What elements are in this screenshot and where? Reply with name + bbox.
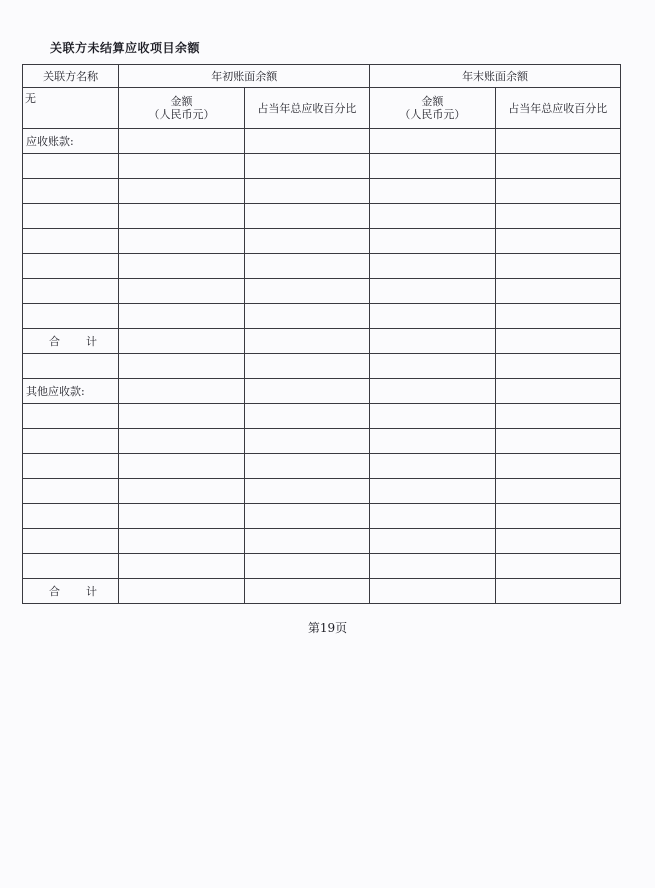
table-cell: [244, 304, 369, 329]
table-cell: [495, 354, 620, 379]
table-cell: [119, 454, 244, 479]
total-row-other-receivables: [23, 579, 621, 604]
total-label: [23, 579, 119, 604]
table-cell: [119, 329, 244, 354]
table-cell: [119, 179, 244, 204]
table-cell: [370, 354, 495, 379]
table-row: [23, 304, 621, 329]
table-cell: [495, 454, 620, 479]
subheader-row: [23, 88, 621, 129]
table-cell: [495, 579, 620, 604]
total-label-left: 合: [49, 335, 60, 348]
table-row: [23, 154, 621, 179]
amount-unit-label: （人民币元）: [399, 108, 466, 121]
total-label: [23, 329, 119, 354]
table-cell: [23, 454, 119, 479]
table-cell: [370, 304, 495, 329]
table-cell: [244, 154, 369, 179]
table-row: [23, 529, 621, 554]
table-cell: [23, 179, 119, 204]
table-row: [23, 554, 621, 579]
table-cell: [119, 479, 244, 504]
subheader-opening-amount: [119, 88, 244, 129]
table-cell: [119, 229, 244, 254]
table-cell: [370, 554, 495, 579]
table-cell: [119, 304, 244, 329]
table-cell: [495, 254, 620, 279]
table-cell: [370, 504, 495, 529]
table-cell: [119, 129, 244, 154]
table-cell: [495, 379, 620, 404]
table-cell: [23, 304, 119, 329]
header-closing-balance: 年末账面余额: [370, 65, 621, 88]
total-label-right: 计: [86, 585, 97, 598]
none-marker: 无: [23, 88, 119, 129]
table-row: [23, 429, 621, 454]
table-cell: [119, 579, 244, 604]
table-cell: [119, 154, 244, 179]
table-cell: [119, 504, 244, 529]
table-cell: [23, 204, 119, 229]
table-row: [23, 179, 621, 204]
table-cell: [244, 504, 369, 529]
table-cell: [244, 404, 369, 429]
amount-unit-label: （人民币元）: [148, 108, 215, 121]
table-row: [23, 204, 621, 229]
table-cell: [495, 129, 620, 154]
table-cell: [495, 479, 620, 504]
table-cell: [244, 279, 369, 304]
amount-label: 金额: [170, 95, 193, 108]
table-cell: [119, 429, 244, 454]
table-cell: [370, 204, 495, 229]
table-cell: [23, 229, 119, 254]
table-cell: [119, 379, 244, 404]
table-cell: [23, 429, 119, 454]
table-cell: [370, 479, 495, 504]
table-cell: [119, 279, 244, 304]
table-cell: [23, 504, 119, 529]
table-cell: [119, 354, 244, 379]
total-label-right: 计: [86, 335, 97, 348]
table-row: [23, 479, 621, 504]
amount-label: 金额: [421, 95, 444, 108]
table-cell: [23, 279, 119, 304]
table-cell: [23, 529, 119, 554]
table-cell: [370, 529, 495, 554]
table-cell: [370, 379, 495, 404]
table-cell: [244, 129, 369, 154]
table-cell: [495, 229, 620, 254]
table-cell: [495, 204, 620, 229]
table-cell: [244, 354, 369, 379]
table-cell: [119, 404, 244, 429]
table-row: [23, 354, 621, 379]
table-cell: [244, 579, 369, 604]
section-label-accounts-receivable: 应收账款:: [23, 129, 119, 154]
subheader-opening-percent: 占当年总应收百分比: [244, 88, 369, 129]
table-row: [23, 254, 621, 279]
table-cell: [23, 154, 119, 179]
table-cell: [244, 479, 369, 504]
table-cell: [495, 329, 620, 354]
table-cell: [495, 404, 620, 429]
table-cell: [495, 304, 620, 329]
header-related-party-name: 关联方名称: [23, 65, 119, 88]
page-number: 第19页: [307, 621, 348, 635]
table-cell: [370, 329, 495, 354]
table-cell: [495, 529, 620, 554]
table-cell: [495, 279, 620, 304]
table-cell: [244, 254, 369, 279]
table-row: [23, 454, 621, 479]
table-cell: [495, 429, 620, 454]
table-cell: [370, 279, 495, 304]
total-row-accounts-receivable: [23, 329, 621, 354]
table-cell: [119, 554, 244, 579]
table-cell: [244, 179, 369, 204]
table-cell: [244, 454, 369, 479]
table-cell: [244, 329, 369, 354]
table-cell: [370, 229, 495, 254]
table-row: [23, 229, 621, 254]
table-cell: [370, 254, 495, 279]
section-row-other-receivables: [23, 379, 621, 404]
table-cell: [119, 529, 244, 554]
table-cell: [370, 179, 495, 204]
table-cell: [370, 579, 495, 604]
table-cell: [370, 404, 495, 429]
table-cell: [495, 154, 620, 179]
table-cell: [23, 354, 119, 379]
table-row: [23, 279, 621, 304]
table-cell: [370, 129, 495, 154]
table-cell: [495, 554, 620, 579]
table-row: [23, 404, 621, 429]
total-label-left: 合: [49, 585, 60, 598]
table-row: [23, 504, 621, 529]
section-row-accounts-receivable: [23, 129, 621, 154]
subheader-closing-percent: 占当年总应收百分比: [495, 88, 620, 129]
table-cell: [495, 504, 620, 529]
table-cell: [23, 254, 119, 279]
table-cell: [244, 204, 369, 229]
table-cell: [23, 479, 119, 504]
table-cell: [370, 454, 495, 479]
table-cell: [244, 554, 369, 579]
table-cell: [244, 529, 369, 554]
table-cell: [23, 554, 119, 579]
section-label-other-receivables: 其他应收款:: [23, 379, 119, 404]
table-cell: [370, 429, 495, 454]
page-title: 关联方未结算应收项目余额: [50, 41, 201, 55]
table-cell: [370, 154, 495, 179]
subheader-closing-amount: [370, 88, 495, 129]
table-cell: [23, 404, 119, 429]
header-row: [23, 65, 621, 88]
table-cell: [244, 379, 369, 404]
header-opening-balance: 年初账面余额: [119, 65, 370, 88]
table-cell: [119, 204, 244, 229]
table-cell: [495, 179, 620, 204]
table-cell: [244, 229, 369, 254]
table-cell: [119, 254, 244, 279]
table-cell: [244, 429, 369, 454]
related-party-receivables-table: [22, 64, 621, 604]
